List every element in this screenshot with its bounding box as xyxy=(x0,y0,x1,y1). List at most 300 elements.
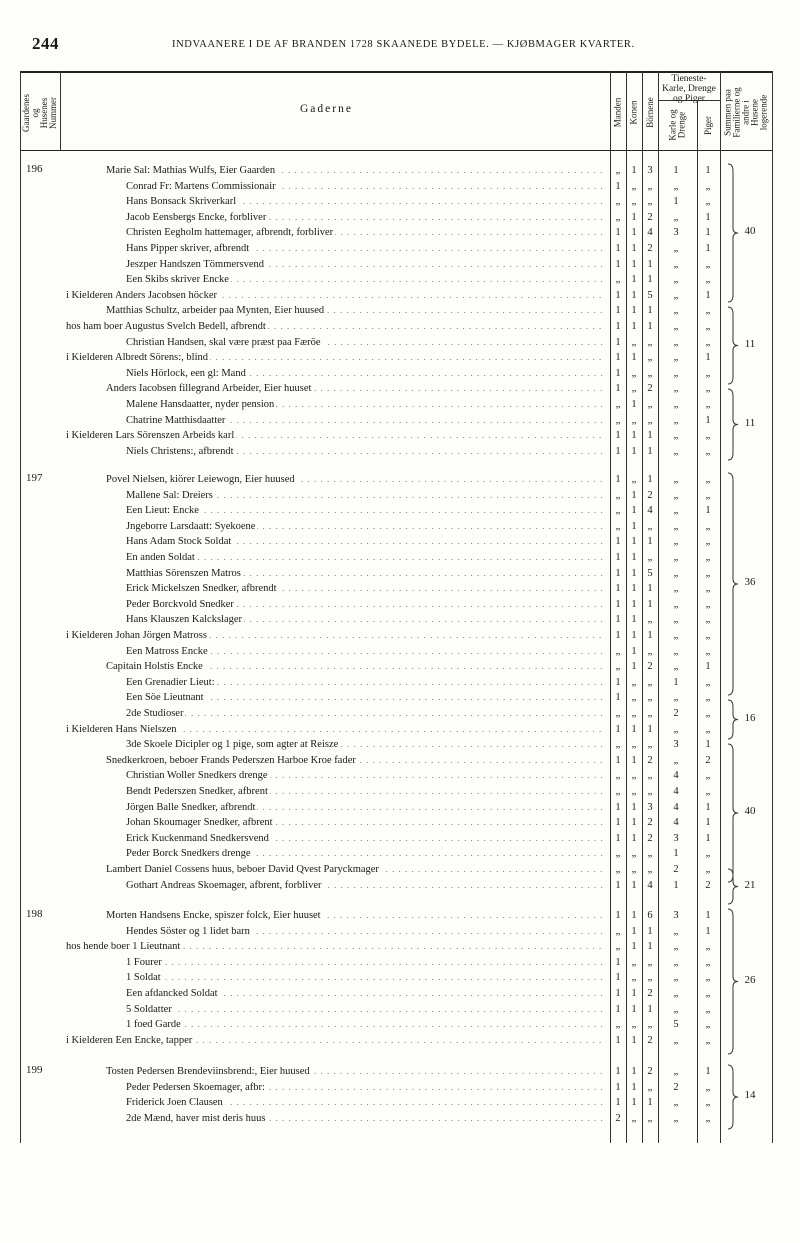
count-b: „ xyxy=(647,552,653,563)
count-b: 2 xyxy=(647,661,653,673)
count-p: „ xyxy=(705,583,711,595)
table-row xyxy=(0,550,800,565)
brace xyxy=(727,163,739,303)
count-kd: „ xyxy=(673,430,679,442)
count-m: 1 xyxy=(615,289,621,301)
count-kd: 4 xyxy=(673,786,679,797)
house-number: 199 xyxy=(26,1064,43,1076)
count-b: 1 xyxy=(647,258,653,270)
brace xyxy=(727,1064,739,1130)
resident-entry: i Kielderen Johan Jörgen Matross . . . xyxy=(66,628,604,643)
count-kd: „ xyxy=(673,1003,679,1015)
count-b: 1 xyxy=(647,445,653,457)
table-row xyxy=(0,581,800,596)
count-p: „ xyxy=(705,956,711,968)
count-kd: 1 xyxy=(673,879,679,891)
family-total: 11 xyxy=(744,337,756,350)
count-p: „ xyxy=(705,723,711,735)
resident-entry: Peder Borck Snedkers drenge . . . xyxy=(126,846,604,861)
table-row xyxy=(0,628,800,643)
count-kd: „ xyxy=(673,243,679,254)
count-m: 1 xyxy=(615,1097,621,1109)
count-k: 1 xyxy=(631,552,637,563)
count-m: 1 xyxy=(615,1081,621,1093)
count-k: „ xyxy=(631,864,637,875)
count-m: „ xyxy=(615,661,621,673)
resident-entry: Niels Christens:, afbrendt . . . xyxy=(126,444,604,459)
count-p: „ xyxy=(705,489,711,501)
count-kd: „ xyxy=(673,489,679,501)
resident-entry: Conrad Fr: Martens Commissionair . . . xyxy=(126,179,604,194)
count-p: 1 xyxy=(705,832,711,844)
count-b: 1 xyxy=(647,1097,653,1109)
count-kd: „ xyxy=(673,1066,679,1077)
count-kd: „ xyxy=(673,925,679,937)
count-k: 1 xyxy=(631,723,637,735)
count-b: „ xyxy=(647,1112,653,1124)
count-kd: „ xyxy=(673,552,679,563)
resident-entry: Christian Handsen, skal være præst paa Færöe . . . xyxy=(126,335,604,350)
count-m: 1 xyxy=(615,227,621,239)
count-kd: „ xyxy=(673,352,679,364)
count-m: 1 xyxy=(615,1066,621,1077)
count-k: 1 xyxy=(631,598,637,610)
table-row xyxy=(0,519,800,534)
count-b: „ xyxy=(647,972,653,984)
count-p: „ xyxy=(705,196,711,208)
count-kd: „ xyxy=(673,321,679,332)
resident-entry: i Kielderen Anders Jacobsen höcker . . . xyxy=(66,288,604,303)
count-kd: „ xyxy=(673,505,679,517)
count-b: 1 xyxy=(647,583,653,595)
count-b: 2 xyxy=(647,383,653,395)
count-m: „ xyxy=(615,848,621,860)
brace xyxy=(727,388,739,461)
count-kd: „ xyxy=(673,614,679,626)
count-b: „ xyxy=(647,520,653,532)
count-p: „ xyxy=(705,399,711,410)
count-p: 1 xyxy=(705,925,711,937)
count-kd: 4 xyxy=(673,817,679,829)
count-kd: 1 xyxy=(673,848,679,860)
resident-entry: Hendes Söster og 1 lidet barn . . . xyxy=(126,924,604,939)
table-row xyxy=(0,1033,800,1048)
resident-entry: Morten Handsens Encke, spiszer folck, Eier huuset . . . xyxy=(106,908,604,923)
count-m: 1 xyxy=(615,367,621,379)
count-k: 1 xyxy=(631,1003,637,1015)
count-k: 1 xyxy=(631,1066,637,1077)
table-row xyxy=(0,737,800,752)
table-row xyxy=(0,800,800,815)
brace xyxy=(727,699,739,740)
resident-entry: Snedkerkroen, beboer Frands Pederszen Harboe Kroe fader . . . xyxy=(106,753,604,768)
count-m: 1 xyxy=(615,567,621,579)
table-row xyxy=(0,659,800,674)
count-kd: „ xyxy=(673,1034,679,1046)
resident-entry: Hans Bonsack Skriverkarl . . . xyxy=(126,194,604,209)
count-k: 1 xyxy=(631,988,637,999)
count-m: „ xyxy=(615,864,621,875)
table-row xyxy=(0,225,800,240)
count-m: 1 xyxy=(615,336,621,348)
count-kd: „ xyxy=(673,645,679,657)
count-b: 3 xyxy=(647,801,653,813)
count-p: „ xyxy=(705,1019,711,1031)
count-b: „ xyxy=(647,352,653,364)
count-b: 2 xyxy=(647,1034,653,1046)
table-row xyxy=(0,488,800,503)
count-b: „ xyxy=(647,864,653,875)
count-p: „ xyxy=(705,941,711,953)
count-b: „ xyxy=(647,848,653,860)
count-k: 1 xyxy=(631,321,637,332)
house-number: 197 xyxy=(26,472,43,484)
count-b: 1 xyxy=(647,723,653,735)
count-b: 2 xyxy=(647,243,653,254)
count-m: 2 xyxy=(615,1112,621,1124)
table-row xyxy=(0,722,800,737)
count-m: „ xyxy=(615,1019,621,1031)
count-kd: 1 xyxy=(673,196,679,208)
table-row xyxy=(0,815,800,830)
count-b: 2 xyxy=(647,1066,653,1077)
count-m: 1 xyxy=(615,321,621,332)
resident-entry: hos ham boer Augustus Svelch Bedell, afbrendt . . . xyxy=(66,319,604,334)
table-row xyxy=(0,862,800,877)
count-kd: 3 xyxy=(673,910,679,921)
table-row xyxy=(0,428,800,443)
count-kd: 4 xyxy=(673,770,679,782)
count-p: „ xyxy=(705,258,711,270)
count-m: 1 xyxy=(615,614,621,626)
header-piger: Piger xyxy=(703,115,713,135)
count-kd: „ xyxy=(673,367,679,379)
count-b: „ xyxy=(647,414,653,426)
count-b: 2 xyxy=(647,988,653,999)
count-m: 1 xyxy=(615,383,621,395)
count-m: 1 xyxy=(615,1003,621,1015)
table-row xyxy=(0,1095,800,1110)
count-m: 1 xyxy=(615,910,621,921)
count-p: „ xyxy=(705,1112,711,1124)
resident-entry: Een Skibs skriver Encke . . . xyxy=(126,272,604,287)
table-row xyxy=(0,1002,800,1017)
count-p: „ xyxy=(705,848,711,860)
count-p: „ xyxy=(705,676,711,688)
resident-entry: Jeszper Handszen Tömmersvend . . . xyxy=(126,257,604,272)
family-total: 40 xyxy=(744,805,756,817)
count-b: 2 xyxy=(647,489,653,501)
resident-entry: Hans Klauszen Kalckslager . . . xyxy=(126,612,604,627)
count-k: „ xyxy=(631,367,637,379)
count-b: 6 xyxy=(647,910,653,921)
table-row xyxy=(0,272,800,287)
count-kd: „ xyxy=(673,180,679,192)
count-p: „ xyxy=(705,786,711,797)
resident-entry: Friderick Joen Clausen . . . xyxy=(126,1095,604,1110)
table-row xyxy=(0,503,800,518)
count-k: 1 xyxy=(631,352,637,364)
count-m: 1 xyxy=(615,474,621,485)
table-row xyxy=(0,163,800,178)
count-k: 1 xyxy=(631,227,637,239)
count-kd: „ xyxy=(673,258,679,270)
resident-entry: Erick Mickelszen Snedker, afbrendt . . . xyxy=(126,581,604,596)
count-k: 1 xyxy=(631,1081,637,1093)
count-p: „ xyxy=(705,770,711,782)
count-m: 1 xyxy=(615,972,621,984)
table-row xyxy=(0,303,800,318)
count-kd: „ xyxy=(673,1097,679,1109)
resident-entry: Tosten Pedersen Brendeviinsbrend:, Eier huused . . . xyxy=(106,1064,604,1079)
count-p: 1 xyxy=(705,289,711,301)
brace xyxy=(727,306,739,385)
count-m: 1 xyxy=(615,598,621,610)
table-row xyxy=(0,288,800,303)
resident-entry: Lambert Daniel Cossens huus, beboer David Qvest Paryckmager . . . xyxy=(106,862,604,877)
count-b: „ xyxy=(647,180,653,192)
count-b: 4 xyxy=(647,879,653,891)
resident-entry: 2de Mænd, haver mist deris huus . . . xyxy=(126,1111,604,1126)
count-kd: „ xyxy=(673,211,679,223)
count-p: „ xyxy=(705,445,711,457)
count-p: „ xyxy=(705,708,711,719)
header-karle: Karle og Drenge xyxy=(667,109,687,141)
table-row xyxy=(0,955,800,970)
count-kd: 2 xyxy=(673,708,679,719)
resident-entry: Jörgen Balle Snedker, afbrendt . . . xyxy=(126,800,604,815)
count-kd: „ xyxy=(673,520,679,532)
count-m: 1 xyxy=(615,754,621,766)
count-k: „ xyxy=(631,383,637,395)
count-k: 1 xyxy=(631,305,637,317)
count-k: „ xyxy=(631,786,637,797)
count-p: 1 xyxy=(705,227,711,239)
count-m: 1 xyxy=(615,352,621,364)
count-b: „ xyxy=(647,708,653,719)
table-row xyxy=(0,210,800,225)
count-b: „ xyxy=(647,692,653,704)
count-m: 1 xyxy=(615,630,621,641)
count-kd: „ xyxy=(673,474,679,485)
count-kd: 1 xyxy=(673,676,679,688)
count-m: „ xyxy=(615,739,621,751)
count-p: „ xyxy=(705,692,711,704)
count-kd: „ xyxy=(673,941,679,953)
table-row xyxy=(0,675,800,690)
page-number: 244 xyxy=(32,34,59,53)
count-b: 1 xyxy=(647,430,653,442)
table-row xyxy=(0,878,800,893)
running-title: INDVAANERE I DE AF BRANDEN 1728 SKAANEDE BYDELE. — KJØBMAGER KVARTER. xyxy=(172,39,635,50)
count-p: 1 xyxy=(705,165,711,176)
resident-entry: Hans Adam Stock Soldat . . . xyxy=(126,534,604,549)
count-k: „ xyxy=(631,676,637,688)
table-row xyxy=(0,924,800,939)
count-k: 1 xyxy=(631,445,637,457)
count-k: „ xyxy=(631,848,637,860)
count-k: „ xyxy=(631,414,637,426)
table-row xyxy=(0,597,800,612)
count-k: „ xyxy=(631,692,637,704)
resident-entry: Een Söe Lieutnant . . . xyxy=(126,690,604,705)
count-m: 1 xyxy=(615,536,621,548)
resident-entry: Jngeborre Larsdaatt: Syekoene . . . xyxy=(126,519,604,534)
count-p: „ xyxy=(705,645,711,657)
count-m: „ xyxy=(615,925,621,937)
count-p: „ xyxy=(705,630,711,641)
count-k: 1 xyxy=(631,258,637,270)
resident-entry: Een Lieut: Encke . . . xyxy=(126,503,604,518)
count-p: „ xyxy=(705,180,711,192)
count-m: 1 xyxy=(615,988,621,999)
count-p: „ xyxy=(705,1097,711,1109)
count-k: 1 xyxy=(631,289,637,301)
resident-entry: Een afdancked Soldat . . . xyxy=(126,986,604,1001)
count-k: 1 xyxy=(631,399,637,410)
count-m: „ xyxy=(615,645,621,657)
count-kd: „ xyxy=(673,583,679,595)
count-p: 1 xyxy=(705,910,711,921)
resident-entry: Christian Woller Snedkers drenge . . . xyxy=(126,768,604,783)
count-k: 1 xyxy=(631,630,637,641)
count-m: 1 xyxy=(615,956,621,968)
table-row xyxy=(0,612,800,627)
count-m: 1 xyxy=(615,583,621,595)
count-b: 5 xyxy=(647,289,653,301)
count-m: „ xyxy=(615,520,621,532)
header-born: Börnene xyxy=(644,97,655,128)
count-k: 1 xyxy=(631,274,637,286)
count-p: 2 xyxy=(705,879,711,891)
count-kd: „ xyxy=(673,383,679,395)
count-kd: „ xyxy=(673,536,679,548)
family-total: 40 xyxy=(744,225,756,237)
table-row xyxy=(0,366,800,381)
resident-entry: 1 Fourer . . . xyxy=(126,955,604,970)
count-m: „ xyxy=(615,941,621,953)
count-b: 2 xyxy=(647,211,653,223)
count-p: „ xyxy=(705,536,711,548)
count-b: „ xyxy=(647,367,653,379)
resident-entry: Peder Pedersen Skoemager, afbr: . . . xyxy=(126,1080,604,1095)
resident-entry: Malene Hansdaatter, nyder pension . . . xyxy=(126,397,604,412)
count-m: 1 xyxy=(615,445,621,457)
table-row xyxy=(0,1064,800,1079)
count-m: „ xyxy=(615,165,621,176)
count-p: „ xyxy=(705,1003,711,1015)
table-row xyxy=(0,257,800,272)
count-p: 1 xyxy=(705,352,711,364)
resident-entry: Christen Eegholm hattemager, afbrendt, forbliver . . . xyxy=(126,225,604,240)
resident-entry: i Kielderen Lars Sörenszen Arbeids karl . . . xyxy=(66,428,604,443)
count-k: 1 xyxy=(631,1034,637,1046)
count-b: 1 xyxy=(647,925,653,937)
count-kd: 3 xyxy=(673,739,679,751)
count-p: „ xyxy=(705,321,711,332)
count-kd: 3 xyxy=(673,832,679,844)
table-row xyxy=(0,444,800,459)
resident-entry: Capitain Holstis Encke . . . xyxy=(106,659,604,674)
count-b: „ xyxy=(647,1081,653,1093)
table-row xyxy=(0,970,800,985)
count-b: 4 xyxy=(647,227,653,239)
count-b: „ xyxy=(647,739,653,751)
count-p: „ xyxy=(705,274,711,286)
count-m: „ xyxy=(615,196,621,208)
count-m: „ xyxy=(615,708,621,719)
table-row xyxy=(0,179,800,194)
count-p: „ xyxy=(705,614,711,626)
table-row xyxy=(0,644,800,659)
table-row xyxy=(0,784,800,799)
count-kd: „ xyxy=(673,988,679,999)
resident-entry: Matthias Sörenszen Matros . . . xyxy=(126,566,604,581)
count-kd: „ xyxy=(673,754,679,766)
resident-entry: 3de Skoele Dicipler og 1 pige, som agter at Reisze . . . xyxy=(126,737,604,752)
table-row xyxy=(0,753,800,768)
count-k: 1 xyxy=(631,211,637,223)
resident-entry: Niels Hörlock, een gl: Mand . . . xyxy=(126,366,604,381)
count-m: „ xyxy=(615,489,621,501)
count-p: 1 xyxy=(705,739,711,751)
count-p: 1 xyxy=(705,801,711,813)
count-k: 1 xyxy=(631,583,637,595)
table-row xyxy=(0,908,800,923)
count-b: 1 xyxy=(647,941,653,953)
count-m: 1 xyxy=(615,723,621,735)
resident-entry: i Kielderen Albredt Sörens:, blind . . . xyxy=(66,350,604,365)
table-row xyxy=(0,1080,800,1095)
resident-entry: Marie Sal: Mathias Wulfs, Eier Gaarden . . . xyxy=(106,163,604,178)
count-kd: „ xyxy=(673,723,679,735)
resident-entry: 2de Studioser . . . xyxy=(126,706,604,721)
count-k: 1 xyxy=(631,925,637,937)
resident-entry: Chatrine Matthisdaatter . . . xyxy=(126,413,604,428)
count-k: 1 xyxy=(631,567,637,579)
count-m: 1 xyxy=(615,1034,621,1046)
header-tjeneste: Tieneste-Karle, Drenge og Piger xyxy=(662,74,716,104)
count-kd: 1 xyxy=(673,165,679,176)
count-kd: „ xyxy=(673,1112,679,1124)
count-k: 1 xyxy=(631,489,637,501)
count-kd: „ xyxy=(673,289,679,301)
count-b: „ xyxy=(647,614,653,626)
table-row xyxy=(0,319,800,334)
count-b: 4 xyxy=(647,505,653,517)
count-kd: 2 xyxy=(673,1081,679,1093)
count-p: „ xyxy=(705,520,711,532)
count-m: „ xyxy=(615,274,621,286)
count-m: 1 xyxy=(615,552,621,563)
count-b: „ xyxy=(647,770,653,782)
count-kd: „ xyxy=(673,630,679,641)
family-total: 21 xyxy=(744,878,756,891)
count-k: 1 xyxy=(631,536,637,548)
count-b: 2 xyxy=(647,754,653,766)
family-total: 16 xyxy=(744,711,756,724)
count-b: 1 xyxy=(647,598,653,610)
resident-entry: hos hende boer 1 Lieutnant . . . xyxy=(66,939,604,954)
count-m: 1 xyxy=(615,676,621,688)
table-row xyxy=(0,939,800,954)
count-p: „ xyxy=(705,430,711,442)
table-row xyxy=(0,831,800,846)
resident-entry: Gothart Andreas Skoemager, afbrent, forbliver . . . xyxy=(126,878,604,893)
count-p: „ xyxy=(705,305,711,317)
table-row xyxy=(0,381,800,396)
count-k: 1 xyxy=(631,661,637,673)
